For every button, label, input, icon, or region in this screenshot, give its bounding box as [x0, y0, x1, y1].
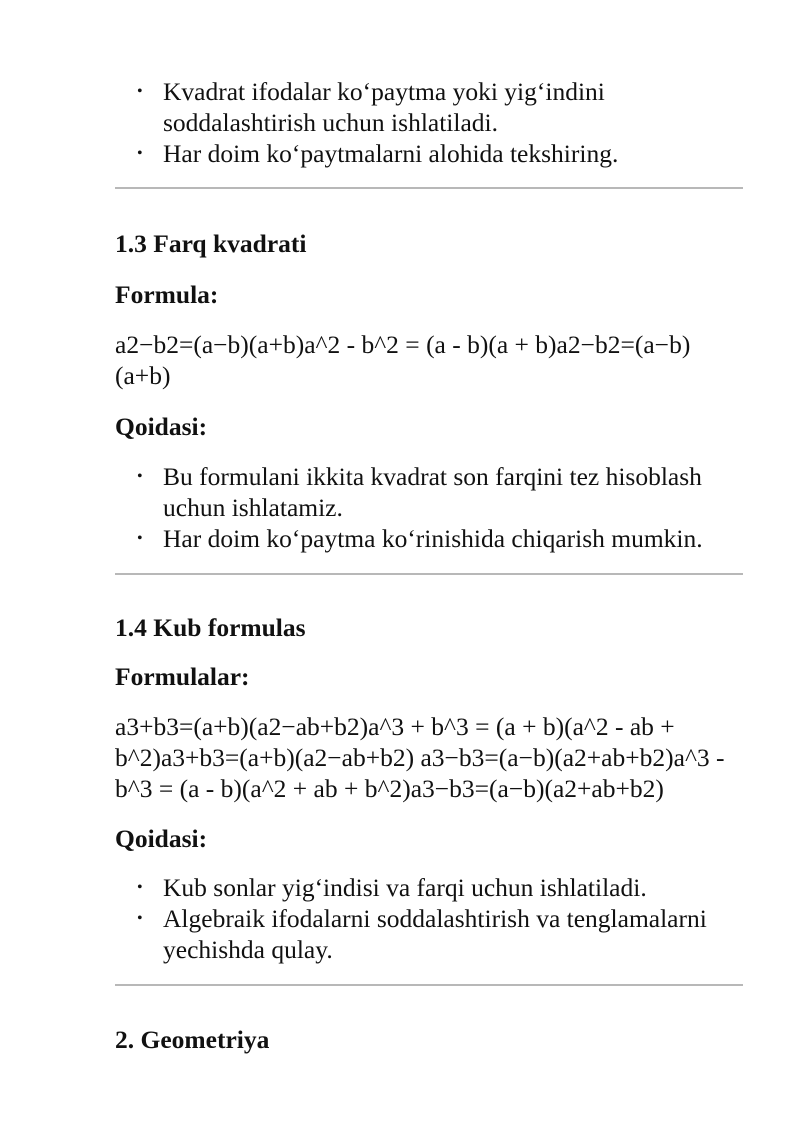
- list-item-text: Har doim ko‘paytmalarni alohida tekshiring.: [163, 139, 619, 168]
- section-heading-2: 2. Geometriya: [115, 1025, 270, 1054]
- horizontal-divider: [115, 187, 743, 189]
- formula-text: a2−b2=(a−b)(a+b)a^2 - b^2 = (a - b)(a + b)a2−b2=(a−b)(a+b): [115, 330, 691, 390]
- bullet-icon: •: [137, 910, 143, 927]
- bullet-icon: •: [137, 879, 143, 896]
- bullet-icon: •: [137, 530, 143, 547]
- bullet-icon: •: [137, 468, 143, 485]
- intro-bullet-list: [115, 76, 743, 169]
- bullet-icon: •: [137, 83, 143, 100]
- list-item-text: Algebraik ifodalarni soddalashtirish va tenglamalarni yechishda qulay.: [163, 904, 707, 964]
- horizontal-divider: [115, 573, 743, 575]
- list-item: [115, 872, 743, 903]
- list-item-text: Bu formulani ikkita kvadrat son farqini tez hisoblash uchun ishlatamiz.: [163, 462, 702, 522]
- formula-label: Formulalar:: [115, 662, 250, 691]
- bullet-icon: •: [137, 145, 143, 162]
- list-item: [115, 461, 743, 523]
- horizontal-divider: [115, 984, 743, 986]
- list-item-text: Kvadrat ifodalar ko‘paytma yoki yig‘indini soddalashtirish uchun ishlatiladi.: [163, 77, 605, 137]
- list-item: [115, 76, 743, 138]
- formula-label: Formula:: [115, 280, 219, 309]
- section-heading-1-4: 1.4 Kub formulas: [115, 613, 306, 642]
- list-item-text: Kub sonlar yig‘indisi va farqi uchun ishlatiladi.: [163, 873, 647, 902]
- list-item: [115, 523, 743, 554]
- section-heading-1-3: 1.3 Farq kvadrati: [115, 229, 307, 258]
- list-item: [115, 138, 743, 169]
- rule-label: Qoidasi:: [115, 412, 208, 441]
- formula-text: a3+b3=(a+b)(a2−ab+b2)a^3 + b^3 = (a + b)(a^2 - ab + b^2)a3+b3=(a+b)(a2−ab+b2) a3−b3=(a−b)(a2+ab+b2)a^3 - b^3 = (a - b)(a^2 + ab + b^2)a3−b3=(a−b)(a2+ab+b2): [115, 712, 725, 803]
- rule-bullet-list: [115, 872, 743, 965]
- document-page: [115, 76, 743, 1055]
- list-item: [115, 903, 743, 965]
- list-item-text: Har doim ko‘paytma ko‘rinishida chiqarish mumkin.: [163, 524, 703, 553]
- rule-label: Qoidasi:: [115, 824, 208, 853]
- rule-bullet-list: [115, 461, 743, 554]
